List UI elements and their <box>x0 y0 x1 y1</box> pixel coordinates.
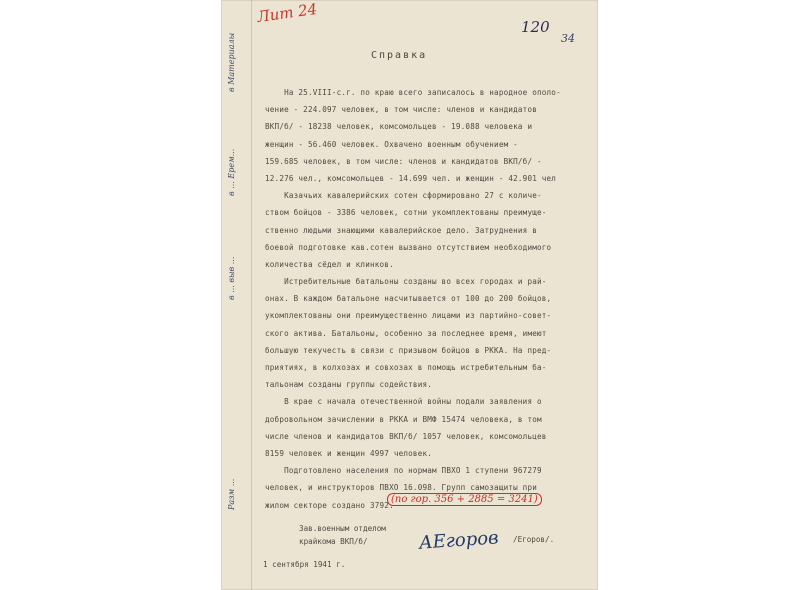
margin-note-2: в ... Ерем... <box>227 148 236 196</box>
body-line: жилом секторе создано 3792. <box>265 500 394 510</box>
margin-note-1: в Материалы <box>227 32 236 92</box>
signature-title-line-1: Зав.военным отделом <box>299 524 386 533</box>
margin-note-4: Разм ... <box>227 478 236 510</box>
body-line: количества сёдел и клинков. <box>265 259 394 269</box>
body-line: тальонам созданы группы содействия. <box>265 380 433 390</box>
body-line: добровольном зачислении в РККА и ВМФ 15474 человека, в том <box>265 414 542 424</box>
body-line: Казачьих кавалерийских сотен сформировано 27 с количе- <box>265 191 542 201</box>
signature-block <box>299 522 386 548</box>
body-line: Подготовлено населения по нормам ПВХО 1 ступени 967279 <box>265 466 542 476</box>
body-line: Истребительные батальоны созданы во всех городах и рай- <box>265 277 547 287</box>
body-line: 8159 человек и женщин 4997 человек. <box>265 448 433 458</box>
document-title: Справка <box>371 50 428 61</box>
body-line: онах. В каждом батальоне насчитывается от 100 до 200 бойцов, <box>265 294 552 304</box>
document-date: 1 сентября 1941 г. <box>263 560 346 569</box>
document-body <box>265 84 595 514</box>
body-line: чение - 224.097 человек, в том числе: членов и кандидатов <box>265 105 537 115</box>
body-line: укомплектованы они преимущественно лицами из партийно-совет- <box>265 311 552 321</box>
body-line: большую текучесть в связи с призывом бойцов в РККА. На пред- <box>265 345 552 355</box>
body-line: ственно людьми знающими кавалерийское дело. Затруднения в <box>265 225 537 235</box>
body-line: В крае с начала отечественной войны подали заявления о <box>265 397 542 407</box>
folio-number: 120 <box>521 18 550 36</box>
body-line: человек, и инструкторов ПВХО 16.098. Групп самозащиты при <box>265 483 537 493</box>
body-line: приятиях, в колхозах и совхозах в помощь истребительным ба- <box>265 363 547 372</box>
signature-title-line-2: крайкома ВКП/б/ <box>299 537 368 546</box>
folio-sub-number: 34 <box>561 32 575 45</box>
margin-note-3: в ... выв ... <box>227 256 236 300</box>
body-line: женщин - 56.460 человек. Охвачено военным обучением - <box>265 139 518 149</box>
body-line: боевой подготовке кав.сотен вызвано отсутствием необходимого <box>265 242 552 252</box>
body-line: На 25.VIII-с.г. по краю всего записалось в народное ополо- <box>265 88 561 97</box>
body-line: ВКП/б/ - 18238 человек, комсомольцев - 19.088 человека и <box>265 122 533 132</box>
signatory-name: /Егоров/. <box>513 535 555 544</box>
document-page <box>221 0 598 590</box>
body-line: ством бойцов - 3386 человек, сотни укомплектованы преимуще- <box>265 208 547 218</box>
margin-rule <box>251 0 252 590</box>
body-line: ского актива. Батальоны, особенно за последнее время, имеют <box>265 328 547 338</box>
body-line: 12.276 чел., комсомольцев - 14.699 чел. и женщин - 42.901 чел <box>265 173 557 183</box>
handwritten-sum-note: (по гор. 356 + 2885 = 3241) <box>387 493 542 506</box>
handwritten-signature: АЕгоров <box>418 527 500 554</box>
body-line: числе членов и кандидатов ВКП/б/ 1057 человек, комсомольцев <box>265 431 547 441</box>
archive-stamp: Лит 24 <box>256 0 319 27</box>
body-line: 159.685 человек, в том числе: членов и кандидатов ВКП/б/ - <box>265 156 542 166</box>
